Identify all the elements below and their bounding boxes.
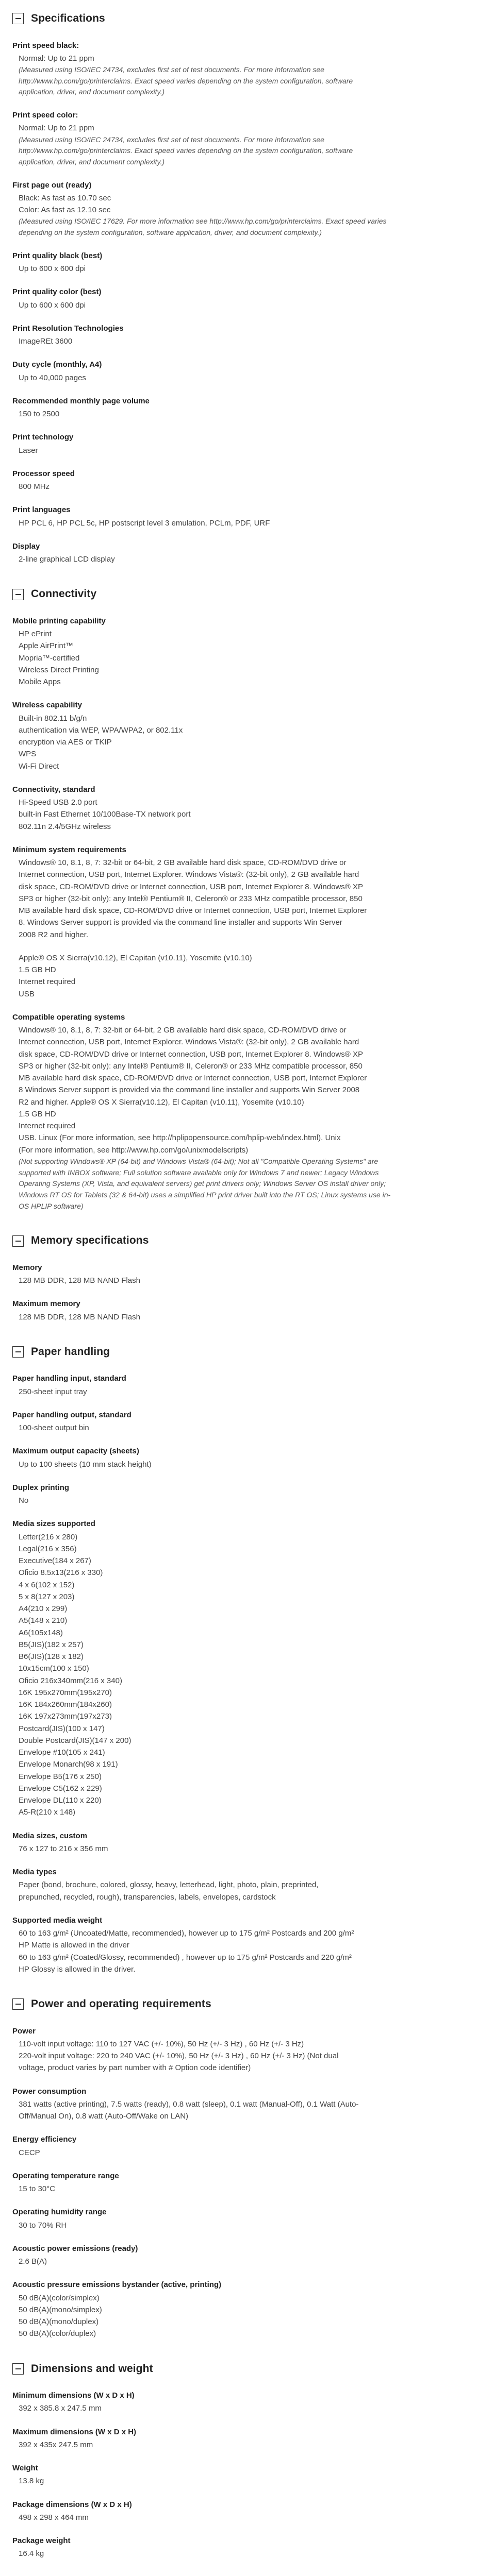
collapse-toggle-icon[interactable]	[12, 13, 24, 24]
spec-value: B5(JIS)(182 x 257)	[19, 1640, 84, 1649]
spec-item	[12, 395, 465, 420]
minus-icon	[15, 2368, 21, 2369]
spec-value: Oficio 8.5x13(216 x 330)	[19, 1568, 103, 1578]
section-power-and-operating-requirements	[12, 1996, 465, 2340]
spec-item	[12, 2170, 465, 2195]
spec-value: built-in Fast Ethernet 10/100Base-TX network port	[19, 810, 191, 819]
spec-label: Energy efficiency	[12, 2135, 77, 2144]
spec-value: 1.5 GB HD	[19, 965, 56, 975]
spec-value: 128 MB DDR, 128 MB NAND Flash	[19, 1312, 140, 1321]
spec-label: Print quality black (best)	[12, 251, 103, 260]
spec-value: Up to 100 sheets (10 mm stack height)	[19, 1460, 152, 1469]
spec-value: Off/Manual On), 0.8 watt (Auto-Off/Wake on LAN)	[19, 2112, 189, 2121]
spec-value: HP PCL 6, HP PCL 5c, HP postscript level 3 emulation, PCLm, PDF, URF	[19, 518, 270, 528]
spec-value: Windows® 10, 8.1, 8, 7: 32-bit or 64-bit, 2 GB available hard disk space, CD-ROM/DVD drive or	[19, 1026, 347, 1035]
spec-label: First page out (ready)	[12, 180, 92, 190]
spec-item	[12, 2206, 465, 2231]
spec-note: http://www.hp.com/go/printerclaims. Exact speed varies depending on the system configuration, software	[19, 146, 353, 155]
spec-value: Envelope C5(162 x 229)	[19, 1784, 102, 1793]
collapse-toggle-icon[interactable]	[12, 1346, 24, 1358]
spec-item	[12, 1409, 465, 1434]
spec-item	[12, 2086, 465, 2123]
spec-value: WPS	[19, 750, 37, 759]
spec-value: Envelope Monarch(98 x 191)	[19, 1760, 118, 1769]
spec-value: Internet connection, USB port, Internet Explorer. Windows Vista®: (32-bit only), 2 GB available hard	[19, 870, 359, 879]
section-connectivity	[12, 586, 465, 1212]
spec-label: Power	[12, 2026, 36, 2036]
section-title: Dimensions and weight	[31, 2362, 153, 2375]
spec-value: SP3 or higher (32-bit only): any Intel® Pentium® II, Celeron® or 233 MHz compatible processor, 850	[19, 894, 363, 903]
collapse-toggle-icon[interactable]	[12, 589, 24, 600]
spec-item	[12, 1011, 465, 1212]
spec-item	[12, 1518, 465, 1818]
section-header[interactable]	[12, 2361, 465, 2378]
spec-label: Minimum dimensions (W x D x H)	[12, 2391, 135, 2400]
spec-value: encryption via AES or TKIP	[19, 738, 112, 747]
spec-item	[12, 468, 465, 493]
spec-value: Postcard(JIS)(100 x 147)	[19, 1724, 105, 1733]
spec-note: (Not supporting Windows® XP (64-bit) and Windows Vista® (64-bit); Not all "Compatible Operating Systems" are	[19, 1157, 379, 1165]
spec-item	[12, 179, 465, 239]
spec-item	[12, 844, 465, 1000]
spec-item	[12, 615, 465, 688]
spec-value: Envelope #10(105 x 241)	[19, 1748, 105, 1757]
spec-value: USB. Linux (For more information, see http://hplipopensource.com/hplip-web/index.html). Unix	[19, 1133, 341, 1143]
spec-label: Compatible operating systems	[12, 1012, 125, 1022]
spec-value: 16K 195x270mm(195x270)	[19, 1688, 112, 1697]
spec-label: Connectivity, standard	[12, 785, 95, 794]
spec-label: Acoustic power emissions (ready)	[12, 2244, 138, 2253]
spec-label: Package weight	[12, 2536, 71, 2546]
spec-value: Letter(216 x 280)	[19, 1532, 78, 1541]
spec-value: A5-R(210 x 148)	[19, 1808, 76, 1817]
spec-item	[12, 699, 465, 772]
spec-value: 5 x 8(127 x 203)	[19, 1592, 75, 1601]
spec-value: 60 to 163 g/m² (Coated/Glossy, recommended) , however up to 175 g/m² Postcards and 220 g/m²	[19, 1953, 352, 1962]
spec-value: Wi-Fi Direct	[19, 761, 59, 771]
spec-label: Memory	[12, 1263, 42, 1272]
section-specifications	[12, 10, 465, 565]
section-title: Memory specifications	[31, 1234, 149, 1247]
spec-value: Double Postcard(JIS)(147 x 200)	[19, 1736, 131, 1745]
spec-value: Envelope B5(176 x 250)	[19, 1772, 102, 1781]
spec-item	[12, 1372, 465, 1398]
spec-value: Oficio 216x340mm(216 x 340)	[19, 1676, 122, 1685]
spec-label: Maximum dimensions (W x D x H)	[12, 2427, 137, 2436]
spec-label: Print quality color (best)	[12, 287, 102, 297]
spec-label: Weight	[12, 2464, 38, 2473]
spec-note: supported with INBOX software; Full solution software available only for Windows 7 and newer; Legacy Windows	[19, 1168, 379, 1177]
spec-item	[12, 2499, 465, 2524]
spec-label: Mobile printing capability	[12, 616, 106, 625]
spec-label: Print speed black:	[12, 41, 79, 50]
spec-label: Minimum system requirements	[12, 845, 126, 854]
spec-item	[12, 2535, 465, 2560]
section-header[interactable]	[12, 1232, 465, 1249]
spec-value: 4 x 6(102 x 152)	[19, 1580, 75, 1589]
collapse-toggle-icon[interactable]	[12, 1235, 24, 1247]
spec-label: Paper handling input, standard	[12, 1374, 126, 1383]
spec-item	[12, 540, 465, 566]
spec-page	[12, 10, 465, 2560]
spec-label: Print speed color:	[12, 111, 78, 120]
spec-value: 2-line graphical LCD display	[19, 555, 115, 564]
spec-value: HP Matte is allowed in the driver	[19, 1941, 129, 1950]
spec-value: Normal: Up to 21 ppm	[19, 54, 94, 63]
spec-label: Recommended monthly page volume	[12, 396, 150, 405]
spec-item	[12, 2462, 465, 2487]
spec-value: Color: As fast as 12.10 sec	[19, 206, 111, 215]
spec-value: HP ePrint	[19, 630, 52, 639]
spec-value: A4(210 x 299)	[19, 1604, 68, 1614]
spec-item	[12, 359, 465, 384]
spec-value: 8 Windows Server support is provided via the command line installer and supports Win Server 2008	[19, 1086, 360, 1095]
spec-value: Black: As fast as 10.70 sec	[19, 193, 111, 202]
spec-value: disk space, CD-ROM/DVD drive or Internet connection, USB port, Internet Explorer 8. Windows® XP	[19, 882, 363, 891]
spec-note: (Measured using ISO/IEC 24734, excludes first set of test documents. For more information see	[19, 135, 324, 144]
spec-label: Print Resolution Technologies	[12, 324, 124, 333]
spec-label: Print technology	[12, 433, 74, 442]
spec-value: Apple AirPrint™	[19, 641, 73, 651]
spec-value: 220-volt input voltage: 220 to 240 VAC (+/- 10%), 50 Hz (+/- 3 Hz) , 60 Hz (+/- 3 Hz) (Not dual	[19, 2052, 339, 2061]
spec-value: 128 MB DDR, 128 MB NAND Flash	[19, 1276, 140, 1285]
spec-item	[12, 2426, 465, 2451]
spec-label: Media types	[12, 1868, 57, 1877]
section-header[interactable]	[12, 586, 465, 603]
section-header[interactable]	[12, 10, 465, 27]
spec-value: Normal: Up to 21 ppm	[19, 124, 94, 133]
spec-value: 60 to 163 g/m² (Uncoated/Matte, recommended), however up to 175 g/m² Postcards and 200 g/m²	[19, 1929, 354, 1938]
spec-value: 1.5 GB HD	[19, 1109, 56, 1118]
spec-value: Internet required	[19, 1122, 76, 1131]
spec-value: 150 to 2500	[19, 410, 60, 419]
minus-icon	[15, 18, 21, 19]
spec-label: Operating temperature range	[12, 2171, 119, 2180]
spec-label: Print languages	[12, 505, 71, 515]
spec-value: A6(105x148)	[19, 1628, 63, 1637]
section-title: Power and operating requirements	[31, 1998, 211, 2010]
spec-value: 50 dB(A)(mono/duplex)	[19, 2317, 99, 2327]
spec-item	[12, 1914, 465, 1975]
spec-value: 16.4 kg	[19, 2549, 44, 2558]
minus-icon	[15, 1241, 21, 1242]
spec-item	[12, 2025, 465, 2074]
spec-value: USB	[19, 989, 35, 998]
spec-value: Internet connection, USB port, Internet Explorer. Windows Vista®: (32-bit only), 2 GB available hard	[19, 1038, 359, 1047]
spec-value: Up to 600 x 600 dpi	[19, 264, 86, 274]
spec-label: Media sizes supported	[12, 1519, 95, 1529]
spec-item	[12, 1482, 465, 1507]
spec-value: 2.6 B(A)	[19, 2257, 47, 2266]
spec-value: Mobile Apps	[19, 677, 61, 687]
section-dimensions-and-weight	[12, 2361, 465, 2560]
spec-label: Supported media weight	[12, 1916, 103, 1925]
spec-value: No	[19, 1496, 29, 1505]
spec-value: 15 to 30°C	[19, 2184, 56, 2194]
minus-icon	[15, 594, 21, 595]
spec-value: Internet required	[19, 977, 76, 987]
spec-value: 498 x 298 x 464 mm	[19, 2513, 89, 2522]
spec-item	[12, 784, 465, 833]
spec-value: B6(JIS)(128 x 182)	[19, 1652, 84, 1662]
spec-value: Built-in 802.11 b/g/n	[19, 714, 87, 723]
spec-label: Display	[12, 541, 40, 551]
section-header[interactable]	[12, 1996, 465, 2013]
spec-value: 802.11n 2.4/5GHz wireless	[19, 822, 111, 831]
collapse-toggle-icon[interactable]	[12, 2363, 24, 2375]
spec-item	[12, 1262, 465, 1287]
spec-item	[12, 286, 465, 311]
spec-value: 392 x 385.8 x 247.5 mm	[19, 2404, 102, 2413]
spec-value: authentication via WEP, WPA/WPA2, or 802.11x	[19, 725, 183, 735]
spec-value: voltage, product varies by part number with # Option code identifier)	[19, 2063, 251, 2073]
spec-value: 381 watts (active printing), 7.5 watts (ready), 0.8 watt (sleep), 0.1 watt (Manual-Off), 0.1 Watt (Auto-	[19, 2099, 359, 2109]
spec-label: Package dimensions (W x D x H)	[12, 2500, 132, 2509]
spec-label: Power consumption	[12, 2087, 87, 2096]
spec-value: (For more information, see http://www.hp.com/go/unixmodelscripts)	[19, 1145, 249, 1155]
spec-item	[12, 1298, 465, 1323]
spec-item	[12, 504, 465, 529]
section-paper-handling	[12, 1344, 465, 1975]
spec-value: Legal(216 x 356)	[19, 1544, 77, 1553]
spec-label: Paper handling output, standard	[12, 1410, 131, 1419]
spec-value: 250-sheet input tray	[19, 1387, 87, 1396]
spec-value: Laser	[19, 446, 38, 455]
spec-note: (Measured using ISO/IEC 17629. For more information see http://www.hp.com/go/printerclaims. Exact speed varies	[19, 217, 387, 226]
spec-label: Duplex printing	[12, 1483, 69, 1492]
collapse-toggle-icon[interactable]	[12, 1998, 24, 2010]
spec-value: A5(148 x 210)	[19, 1616, 68, 1625]
spec-note: OS HPLIP software)	[19, 1201, 84, 1210]
spec-item	[12, 40, 465, 98]
spec-item	[12, 2279, 465, 2340]
spec-value: CECP	[19, 2148, 40, 2157]
spec-item	[12, 109, 465, 168]
spec-item	[12, 1445, 465, 1470]
spec-value: 13.8 kg	[19, 2477, 44, 2486]
spec-value: 100-sheet output bin	[19, 1423, 89, 1433]
spec-item	[12, 1866, 465, 1903]
spec-label: Duty cycle (monthly, A4)	[12, 360, 102, 369]
spec-value: disk space, CD-ROM/DVD drive or Internet connection, USB port, Internet Explorer 8. Windows® XP	[19, 1049, 363, 1059]
spec-value: MB available hard disk space, CD-ROM/DVD drive or Internet connection, USB port, Internet Explorer	[19, 1074, 367, 1083]
spec-value: R2 and higher. Apple® OS X Sierra(v10.12), El Capitan (v10.11), Yosemite (v10.10)	[19, 1097, 304, 1107]
spec-item	[12, 323, 465, 348]
spec-item	[12, 431, 465, 456]
spec-value	[12, 941, 465, 952]
spec-value: 16K 184x260mm(184x260)	[19, 1700, 112, 1709]
spec-value: 16K 197x273mm(197x273)	[19, 1712, 112, 1721]
spec-label: Processor speed	[12, 469, 75, 478]
spec-note: application, driver, and document complexity.)	[19, 88, 165, 96]
minus-icon	[15, 1351, 21, 1352]
spec-label: Maximum output capacity (sheets)	[12, 1447, 139, 1456]
spec-value: 10x15cm(100 x 150)	[19, 1664, 89, 1673]
spec-value: 50 dB(A)(mono/simplex)	[19, 2305, 102, 2314]
spec-note: application, driver, and document complexity.)	[19, 157, 165, 166]
spec-value: 76 x 127 to 216 x 356 mm	[19, 1844, 108, 1853]
spec-note: depending on the system configuration, software application, driver, and document complexity.)	[19, 228, 322, 237]
spec-value: 50 dB(A)(color/simplex)	[19, 2293, 100, 2302]
spec-value: Apple® OS X Sierra(v10.12), El Capitan (v10.11), Yosemite (v10.10)	[19, 953, 252, 962]
spec-value: Windows® 10, 8.1, 8, 7: 32-bit or 64-bit, 2 GB available hard disk space, CD-ROM/DVD drive or	[19, 858, 347, 868]
spec-value: Hi-Speed USB 2.0 port	[19, 798, 97, 807]
spec-value: 392 x 435x 247.5 mm	[19, 2440, 93, 2449]
spec-value: Up to 40,000 pages	[19, 373, 86, 382]
spec-value: HP Glossy is allowed in the driver.	[19, 1964, 136, 1974]
spec-value: Paper (bond, brochure, colored, glossy, heavy, letterhead, light, photo, plain, preprinted,	[19, 1880, 319, 1890]
section-header[interactable]	[12, 1344, 465, 1361]
spec-note: http://www.hp.com/go/printerclaims. Exact speed varies depending on the system configuration, software	[19, 76, 353, 85]
spec-note: Windows RT OS for Tablets (32 & 64-bit) uses a simplified HP print driver built into the RT OS; Linux systems use in-	[19, 1190, 391, 1199]
spec-value: ImageREt 3600	[19, 337, 73, 346]
spec-label: Operating humidity range	[12, 2208, 107, 2217]
spec-item	[12, 2243, 465, 2268]
spec-value: Up to 600 x 600 dpi	[19, 300, 86, 310]
spec-value: prepunched, recycled, rough), transparencies, labels, envelopes, cardstock	[19, 1892, 276, 1902]
spec-value: 2008 R2 and higher.	[19, 930, 89, 939]
section-title: Paper handling	[31, 1345, 110, 1358]
spec-item	[12, 1830, 465, 1855]
spec-label: Maximum memory	[12, 1299, 80, 1309]
spec-label: Media sizes, custom	[12, 1831, 88, 1840]
spec-label: Wireless capability	[12, 701, 82, 710]
spec-item	[12, 250, 465, 275]
spec-value: Envelope DL(110 x 220)	[19, 1796, 102, 1805]
spec-value: SP3 or higher (32-bit only): any Intel® Pentium® II, Celeron® or 233 MHz compatible processor, 850	[19, 1061, 363, 1071]
spec-value: 8. Windows Server support is provided via the command line installer and supports Win Server	[19, 918, 342, 927]
section-title: Specifications	[31, 12, 105, 24]
section-memory-specifications	[12, 1232, 465, 1323]
spec-value: Mopria™-certified	[19, 653, 80, 663]
spec-value: 30 to 70% RH	[19, 2221, 67, 2230]
spec-value: 800 MHz	[19, 482, 50, 492]
spec-value: 110-volt input voltage: 110 to 127 VAC (+/- 10%), 50 Hz (+/- 3 Hz) , 60 Hz (+/- 3 Hz)	[19, 2039, 304, 2048]
minus-icon	[15, 2004, 21, 2005]
spec-label: Acoustic pressure emissions bystander (active, printing)	[12, 2280, 222, 2290]
spec-item	[12, 2133, 465, 2159]
spec-note: (Measured using ISO/IEC 24734, excludes first set of test documents. For more information see	[19, 65, 324, 74]
section-title: Connectivity	[31, 588, 97, 600]
spec-value: 50 dB(A)(color/duplex)	[19, 2329, 96, 2338]
spec-value: Executive(184 x 267)	[19, 1556, 91, 1566]
spec-item	[12, 2389, 465, 2415]
spec-value: MB available hard disk space, CD-ROM/DVD drive or Internet connection, USB port, Internet Explorer	[19, 906, 367, 916]
spec-note: Operating Systems (XP, Vista, and equivalent servers) get print drivers only; Windows Server OS install driver only;	[19, 1179, 386, 1188]
spec-value: Wireless Direct Printing	[19, 665, 99, 674]
